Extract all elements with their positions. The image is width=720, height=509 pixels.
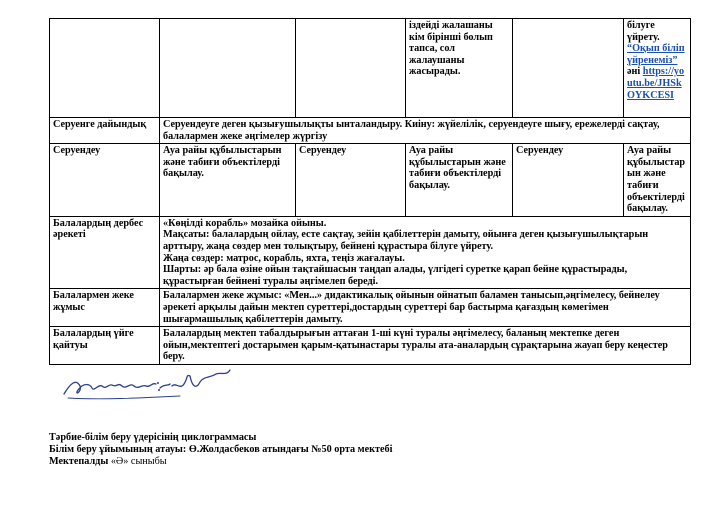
table-row bbox=[50, 144, 691, 217]
walk-prep-text: Серуендеуге деген қызығушылықты ынталандыру. Киіну: жүйелілік, серуендеуге шығу, ережелерді сақтау, балалармен жеке әңгімелер жүргізу bbox=[160, 118, 691, 144]
table-cell bbox=[160, 19, 296, 118]
game-title: «Көңілді корабль» мозайка ойыны. bbox=[163, 217, 327, 229]
youtube-link[interactable]: https://youtu.be/JHSkOYKCESI bbox=[627, 66, 685, 101]
table-row bbox=[50, 19, 691, 118]
walk-cell-4: Серуендеу bbox=[513, 144, 624, 217]
row-label-home: Балалардың үйге қайтуы bbox=[50, 327, 160, 365]
game-goal: Мақсаты: балалардың ойлау, есте сақтау, зейін қабілеттерін дамыту, ойынға деген қызығушылықтарын арттыру, жаңа сөздер мен толықтыру, бейнені құрастыра білуге үйрету. bbox=[163, 229, 649, 252]
song-text: білуге үйрету. bbox=[627, 20, 660, 43]
walk-cell-1: Ауа райы құбылыстарын және табиғи объектілерді бақылау. bbox=[160, 144, 296, 217]
plan-table bbox=[49, 18, 691, 365]
row-label-individual: Балалармен жеке жұмыс bbox=[50, 289, 160, 327]
row-label-walk: Серуендеу bbox=[50, 144, 160, 217]
song-cell bbox=[624, 19, 691, 118]
independent-cell bbox=[160, 216, 691, 289]
walk-cell-3: Ауа райы құбылыстарын және табиғи объектілерді бақылау. bbox=[406, 144, 513, 217]
table-row bbox=[50, 289, 691, 327]
song-title-link[interactable]: “Оқып біліп үйренеміз” bbox=[627, 43, 685, 66]
footer-class-prefix: Мектепалды bbox=[49, 455, 109, 467]
individual-text: Балалармен жеке жұмыс: «Мен...» дидактикалық ойынын ойнатып баламен танысып,әңгімелесу, бейнелеу әрекеті арқылы дайын мектеп суреттері,достардың суреттері бар бастырма қағаздың көмегімен шығармашылық қабілеттерін дамыту. bbox=[160, 289, 691, 327]
signature-image bbox=[60, 364, 240, 404]
table-cell bbox=[513, 19, 624, 118]
row-label-walk-prep: Серуенге дайындық bbox=[50, 118, 160, 144]
walk-cell-2: Серуендеу bbox=[296, 144, 406, 217]
table-cell bbox=[296, 19, 406, 118]
game-rules: Шарты: әр бала өзіне ойын тақтайшасын таңдап алады, үлгідегі суретке қарап бейне құрастырады, құрастырған бейнені туралы әңгімелеп береді. bbox=[163, 264, 628, 287]
table-row bbox=[50, 118, 691, 144]
table-cell bbox=[50, 19, 160, 118]
game-rule-cell: іздейді жалашаны кім бірінші болып тапса, сол жалаушаны жасырады. bbox=[406, 19, 513, 118]
footer-organization: Білім беру ұйымының атауы: Ө.Жолдасбеков атындағы №50 орта мектебі bbox=[49, 443, 393, 455]
table-row bbox=[50, 216, 691, 289]
game-words: Жаңа сөздер: матрос, корабль, яхта, теңіз жағалауы. bbox=[163, 252, 405, 264]
walk-cell-5: Ауа райы құбылыстар ын және табиғи объектілерді бақылау. bbox=[624, 144, 691, 217]
home-text: Балалардың мектеп табалдырығын аттаған 1-ші күні туралы әңгімелесу, баланың мектепке деген ойын,мектептегі достарымен қарым-қатынастары туралы ата-аналардың сұрақтарына жауап беру кеңестер беру. bbox=[160, 327, 691, 365]
footer-title: Тәрбие-білім беру үдерісінің циклограммасы bbox=[49, 432, 257, 443]
song-mid-text: әні bbox=[627, 66, 641, 78]
table-row bbox=[50, 327, 691, 365]
row-label-independent: Балалардың дербес әрекеті bbox=[50, 216, 160, 289]
footer-class bbox=[49, 456, 392, 468]
document-footer bbox=[49, 432, 392, 467]
footer-class-suffix: «Ә» сыныбы bbox=[110, 455, 167, 467]
